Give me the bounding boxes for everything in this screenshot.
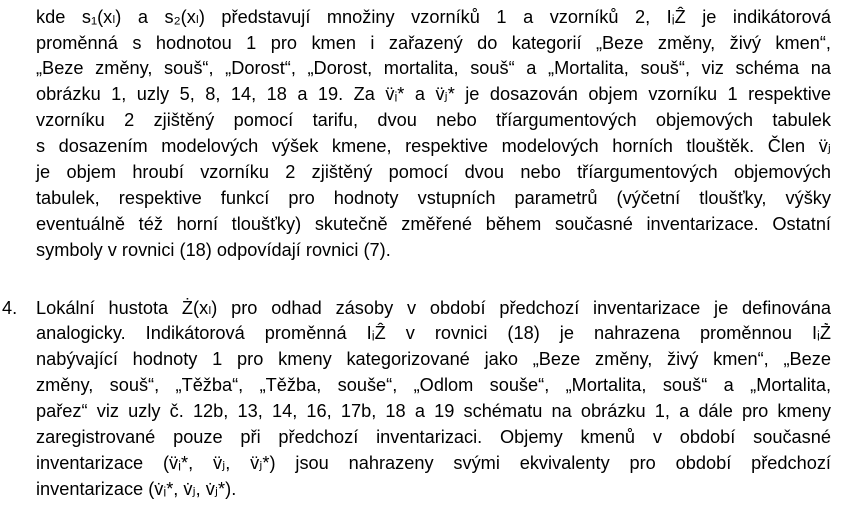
list-item-line: zaregistrované pouze při předchozí inventarizaci. Objemy kmenů v období současné	[36, 427, 831, 447]
list-item-line: inventarizace (v̇ᵢ*, v̇ⱼ, v̇ⱼ*).	[36, 479, 237, 499]
paragraph-line: s dosazením modelových výšek kmene, respektive modelových horních tlouštěk. Člen v̈ⱼ	[36, 136, 831, 156]
list-item-line: analogicky. Indikátorová proměnná IᵢẐ v rovnici (18) je nahrazena proměnnou IᵢŻ̇	[36, 323, 831, 343]
paragraph-line: kde s₁(xₗ) a s₂(xₗ) představují množiny vzorníků 1 a vzorníků 2, IᵢẐ je indikátorová	[36, 7, 831, 27]
paragraph-line: proměnná s hodnotou 1 pro kmen i zařazený do kategorií „Beze změny, živý kmen“,	[36, 33, 831, 53]
list-item-line: inventarizace (v̈ᵢ*, v̈ⱼ, v̈ⱼ*) jsou nahrazeny svými ekvivalenty pro období předchozí	[36, 453, 831, 473]
list-item-number: 4.	[2, 298, 18, 318]
paragraph-line: symboly v rovnici (18) odpovídají rovnici (7).	[36, 240, 391, 260]
list-item-line: Lokální hustota Ż(xₗ) pro odhad zásoby v období předchozí inventarizace je definována	[36, 298, 831, 318]
list-item-line: změny, souš“, „Těžba“, „Těžba, souše“, „Odlom souše“, „Mortalita, souš“ a „Mortalita,	[36, 375, 831, 395]
list-item-line: nabývající hodnoty 1 pro kmeny kategorizované jako „Beze změny, živý kmen“, „Beze	[36, 349, 831, 369]
paragraph-line: tabulek, respektive funkcí pro hodnoty vstupních parametrů (výčetní tloušťky, výšky	[36, 188, 831, 208]
paragraph-line: „Beze změny, souš“, „Dorost“, „Dorost, mortalita, souš“ a „Mortalita, souš“, viz schéma na	[36, 58, 831, 78]
list-item-line: pařez“ viz uzly č. 12b, 13, 14, 16, 17b, 18 a 19 schématu na obrázku 1, a dále pro kmeny	[36, 401, 831, 421]
paragraph-line: vzorníku 2 zjištěný pomocí tarifu, dvou nebo tříargumentových objemových tabulek	[36, 110, 831, 130]
paragraph-line: eventuálně též horní tloušťky) skutečně změřené během současné inventarizace. Ostatní	[36, 214, 831, 234]
paragraph-line: je objem hroubí vzorníku 2 zjištěný pomocí dvou nebo tříargumentových objemových	[36, 162, 831, 182]
paragraph-line: obrázku 1, uzly 5, 8, 14, 18 a 19. Za v̈ᵢ* a v̈ⱼ* je dosazován objem vzorníku 1 respektive	[36, 84, 831, 104]
